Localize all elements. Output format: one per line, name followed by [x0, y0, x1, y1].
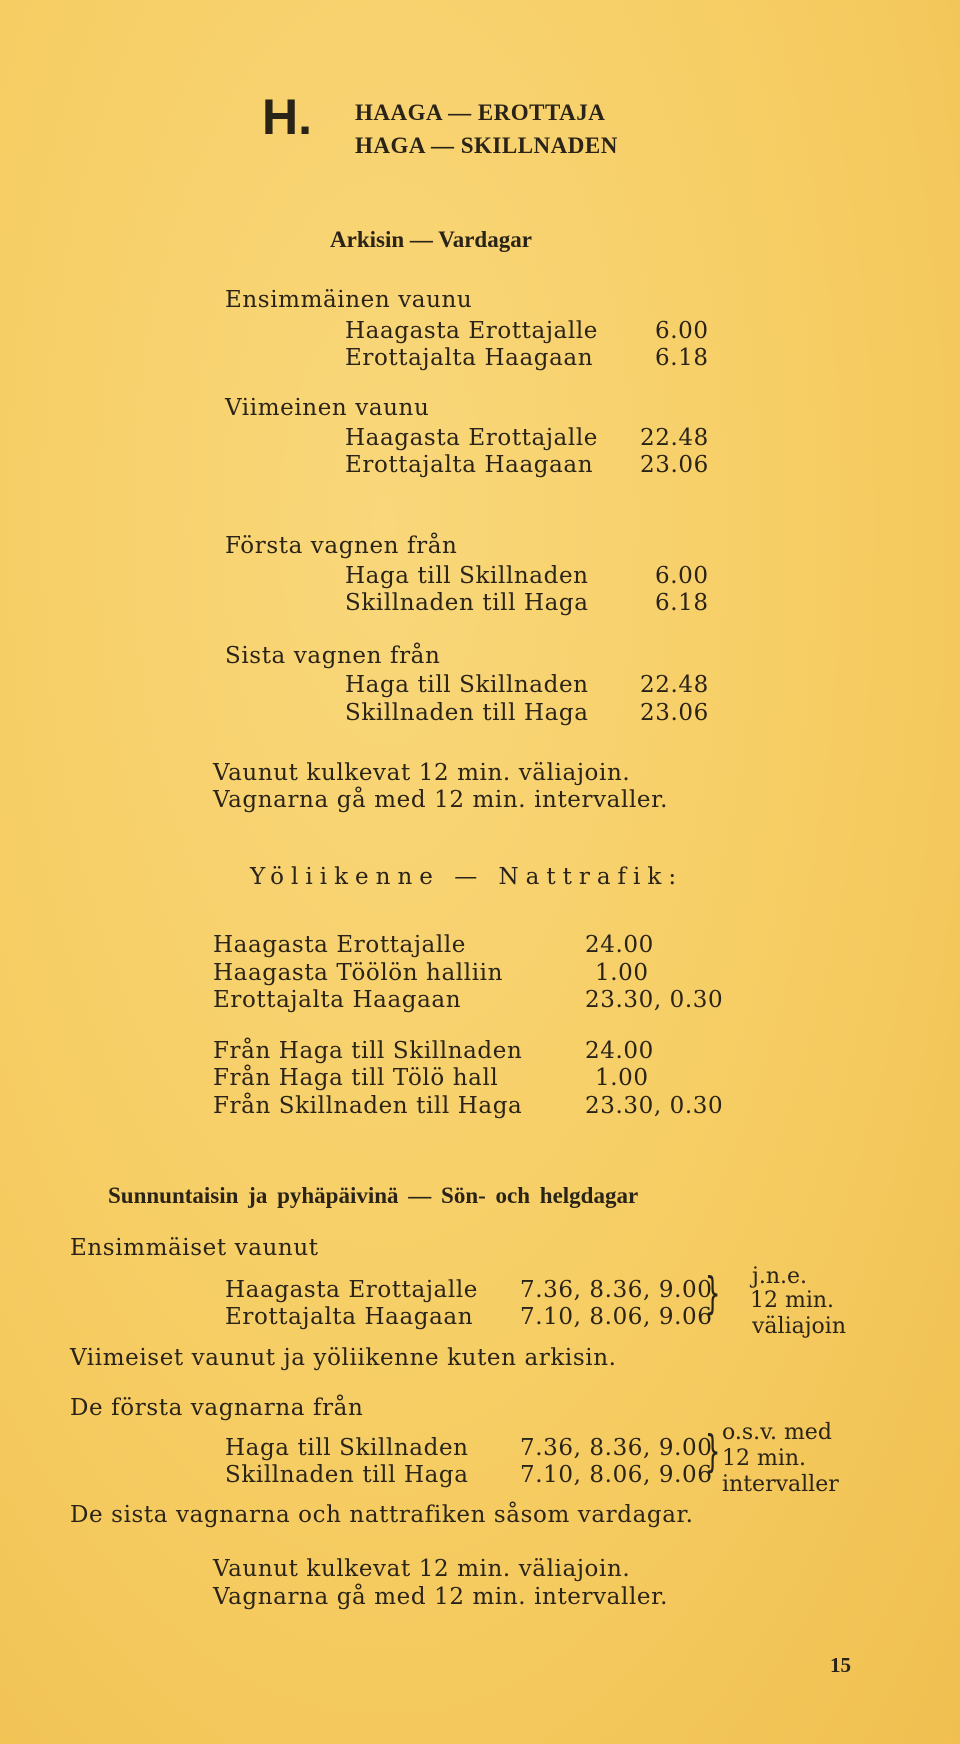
title-fi: HAAGA — EROTTAJA — [355, 100, 606, 125]
night-fi-route-3: Erottajalta Haagaan — [213, 987, 462, 1013]
last-fi-route-2: Erottajalta Haagaan — [345, 452, 594, 478]
night-fi-time-1: 24.00 — [585, 932, 654, 958]
first-sv-label: Första vagnen från — [225, 533, 458, 559]
sun-first-fi-label: Ensimmäiset vaunut — [70, 1235, 319, 1261]
sun-last-sv: De sista vagnarna och nattrafiken såsom vardagar. — [70, 1502, 694, 1528]
first-sv-time-1: 6.00 — [655, 563, 709, 589]
weekdays-heading: Arkisin — Vardagar — [330, 227, 532, 252]
night-sv-route-1: Från Haga till Skillnaden — [213, 1038, 523, 1064]
night-heading: Yöliikenne — Nattrafik: — [250, 864, 684, 890]
route-letter: H. — [262, 89, 312, 145]
weekday-interval-sv: Vagnarna gå med 12 min. intervaller. — [213, 787, 669, 813]
sun-first-fi-route-1: Haagasta Erottajalle — [225, 1277, 478, 1303]
sun-first-sv-route-1: Haga till Skillnaden — [225, 1435, 469, 1461]
night-fi-time-3: 23.30, 0.30 — [585, 987, 724, 1013]
night-sv-time-2: 1.00 — [595, 1065, 649, 1091]
night-fi-route-1: Haagasta Erottajalle — [213, 932, 466, 958]
sun-first-fi-time-1: 7.36, 8.36, 9.00 — [520, 1277, 713, 1303]
sundays-heading: Sunnuntaisin ja pyhäpäivinä — Sön- och helgdagar — [108, 1183, 639, 1208]
first-fi-time-1: 6.00 — [655, 318, 709, 344]
sun-first-sv-time-1: 7.36, 8.36, 9.00 — [520, 1435, 713, 1461]
last-sv-time-1: 22.48 — [640, 672, 709, 698]
last-fi-label: Viimeinen vaunu — [225, 395, 430, 421]
page-number: 15 — [830, 1653, 851, 1677]
night-fi-time-2: 1.00 — [595, 960, 649, 986]
first-fi-label: Ensimmäinen vaunu — [225, 287, 473, 313]
first-sv-route-1: Haga till Skillnaden — [345, 563, 589, 589]
last-fi-time-2: 23.06 — [640, 452, 709, 478]
last-sv-label: Sista vagnen från — [225, 643, 441, 669]
first-fi-route-1: Haagasta Erottajalle — [345, 318, 598, 344]
night-sv-time-1: 24.00 — [585, 1038, 654, 1064]
night-sv-route-2: Från Haga till Tölö hall — [213, 1065, 499, 1091]
right-brace-icon: } — [705, 1426, 721, 1477]
weekday-interval-fi: Vaunut kulkevat 12 min. väliajoin. — [213, 760, 631, 786]
sun-first-sv-route-2: Skillnaden till Haga — [225, 1462, 469, 1488]
sun-sv-note-1: o.s.v. med — [722, 1420, 832, 1445]
last-fi-route-1: Haagasta Erottajalle — [345, 425, 598, 451]
sun-first-sv-label: De första vagnarna från — [70, 1395, 364, 1421]
night-fi-route-2: Haagasta Töölön halliin — [213, 960, 504, 986]
sun-interval-fi: Vaunut kulkevat 12 min. väliajoin. — [213, 1556, 631, 1582]
sun-sv-note-3: intervaller — [722, 1472, 839, 1497]
sun-fi-note-1: j.n.e. — [752, 1264, 807, 1289]
sun-first-fi-route-2: Erottajalta Haagaan — [225, 1304, 474, 1330]
sun-first-sv-time-2: 7.10, 8.06, 9.06 — [520, 1462, 713, 1488]
sun-interval-sv: Vagnarna gå med 12 min. intervaller. — [213, 1584, 669, 1610]
last-sv-route-2: Skillnaden till Haga — [345, 700, 589, 726]
right-brace-icon: } — [705, 1268, 721, 1319]
sun-fi-note-3: väliajoin — [752, 1314, 847, 1339]
sun-last-fi: Viimeiset vaunut ja yöliikenne kuten arkisin. — [70, 1345, 617, 1371]
first-fi-route-2: Erottajalta Haagaan — [345, 345, 594, 371]
sun-first-fi-time-2: 7.10, 8.06, 9.06 — [520, 1304, 713, 1330]
first-sv-time-2: 6.18 — [655, 590, 709, 616]
night-sv-time-3: 23.30, 0.30 — [585, 1093, 724, 1119]
last-fi-time-1: 22.48 — [640, 425, 709, 451]
last-sv-route-1: Haga till Skillnaden — [345, 672, 589, 698]
title-sv: HAGA — SKILLNADEN — [355, 133, 618, 158]
first-fi-time-2: 6.18 — [655, 345, 709, 371]
first-sv-route-2: Skillnaden till Haga — [345, 590, 589, 616]
sun-fi-note-2: 12 min. — [750, 1288, 835, 1313]
sun-sv-note-2: 12 min. — [722, 1446, 807, 1471]
last-sv-time-2: 23.06 — [640, 700, 709, 726]
night-sv-route-3: Från Skillnaden till Haga — [213, 1093, 523, 1119]
